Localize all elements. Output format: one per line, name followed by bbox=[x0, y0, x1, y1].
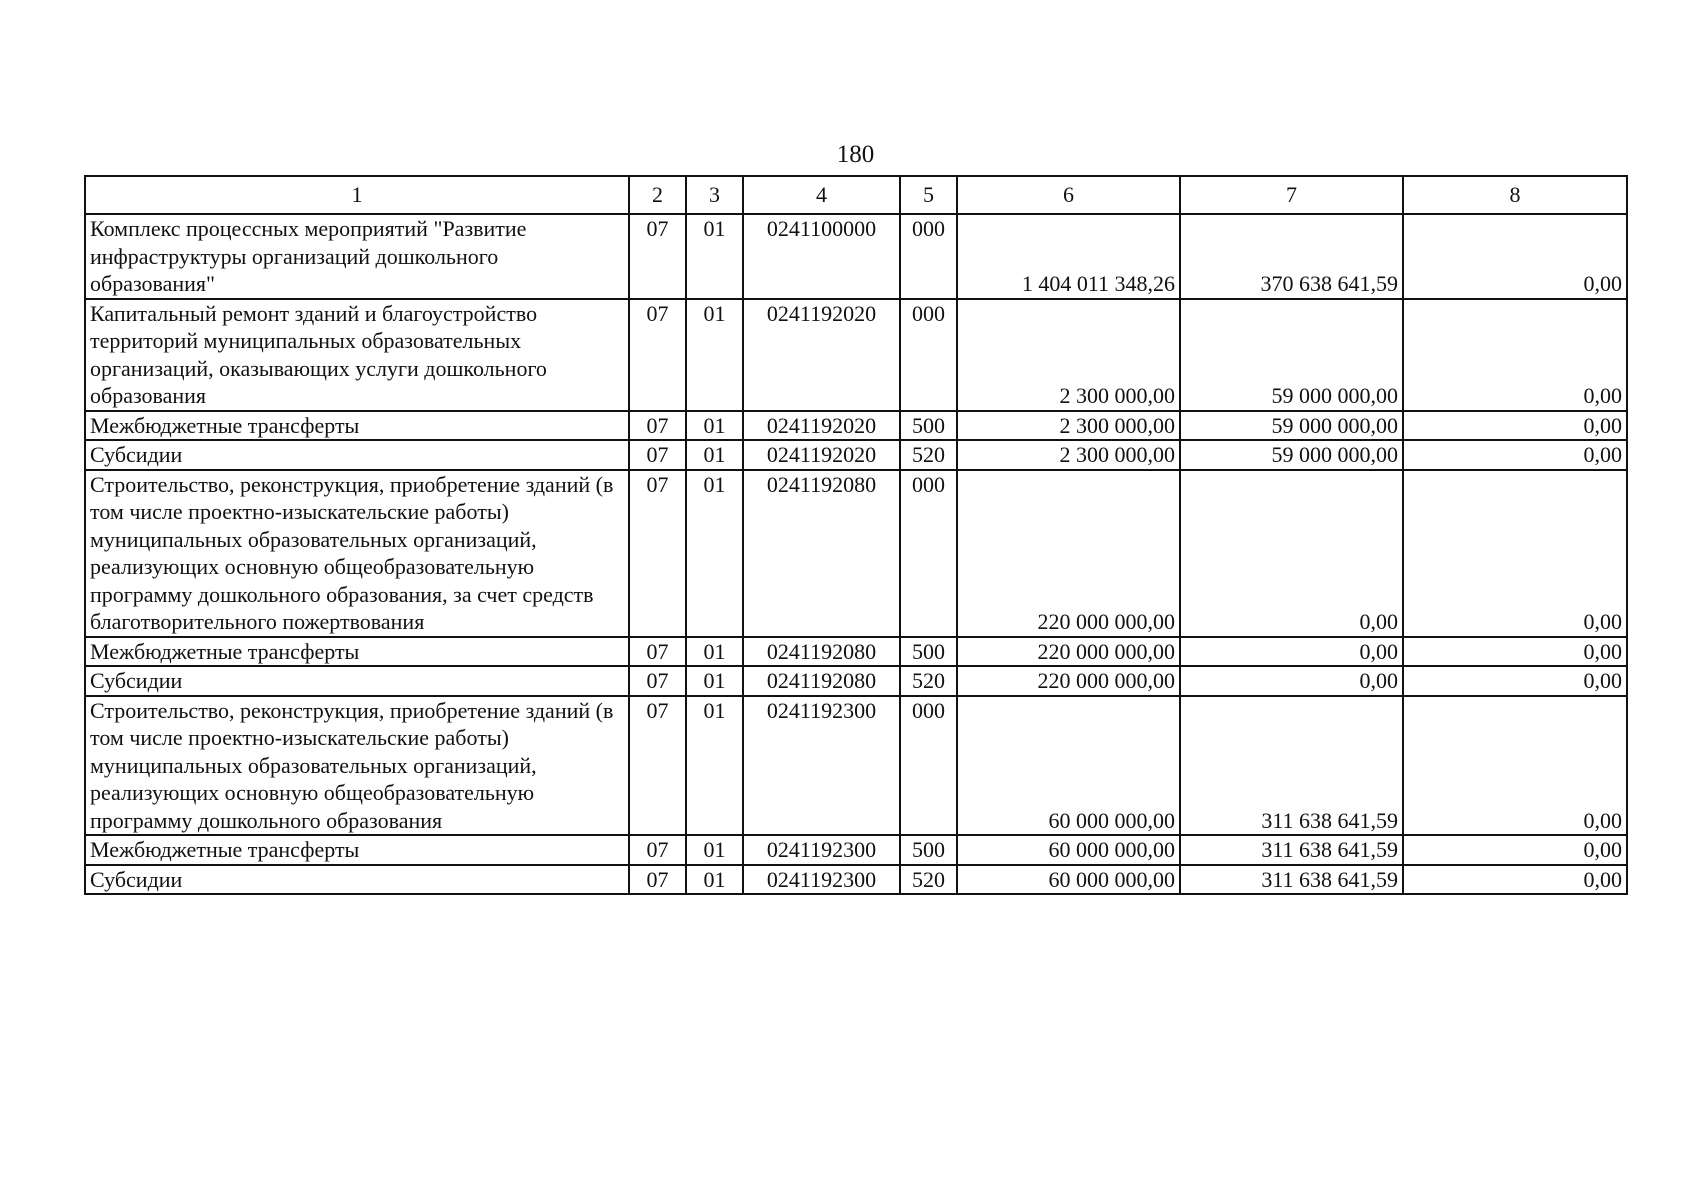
column-header: 8 bbox=[1403, 176, 1627, 214]
amount-col-8: 0,00 bbox=[1403, 696, 1627, 836]
column-header: 1 bbox=[85, 176, 629, 214]
amount-col-7: 59 000 000,00 bbox=[1180, 411, 1403, 441]
amount-col-6: 1 404 011 348,26 bbox=[957, 214, 1180, 299]
amount-col-7: 370 638 641,59 bbox=[1180, 214, 1403, 299]
amount-col-6: 220 000 000,00 bbox=[957, 637, 1180, 667]
budget-table bbox=[84, 175, 1628, 895]
expense-type-code: 520 bbox=[900, 666, 957, 696]
section-code: 07 bbox=[629, 835, 686, 865]
target-article-code: 0241192300 bbox=[743, 696, 900, 836]
target-article-code: 0241192080 bbox=[743, 637, 900, 667]
table-row bbox=[85, 411, 1627, 441]
amount-col-8: 0,00 bbox=[1403, 440, 1627, 470]
subsection-code: 01 bbox=[686, 440, 743, 470]
target-article-code: 0241192300 bbox=[743, 865, 900, 895]
section-code: 07 bbox=[629, 865, 686, 895]
amount-col-7: 311 638 641,59 bbox=[1180, 835, 1403, 865]
amount-col-6: 220 000 000,00 bbox=[957, 666, 1180, 696]
table-row bbox=[85, 470, 1627, 637]
amount-col-7: 59 000 000,00 bbox=[1180, 440, 1403, 470]
expense-type-code: 000 bbox=[900, 470, 957, 637]
item-name: Субсидии bbox=[85, 666, 629, 696]
item-name: Субсидии bbox=[85, 440, 629, 470]
column-header: 7 bbox=[1180, 176, 1403, 214]
amount-col-8: 0,00 bbox=[1403, 835, 1627, 865]
amount-col-7: 0,00 bbox=[1180, 666, 1403, 696]
amount-col-8: 0,00 bbox=[1403, 637, 1627, 667]
item-name: Межбюджетные трансферты bbox=[85, 835, 629, 865]
amount-col-8: 0,00 bbox=[1403, 299, 1627, 411]
item-name: Строительство, реконструкция, приобретение зданий (в том числе проектно-изыскательские работы) муниципальных образовательных организаций, реализующих основную общеобразовательную программу дошкольного образования bbox=[85, 696, 629, 836]
table-row bbox=[85, 440, 1627, 470]
section-code: 07 bbox=[629, 637, 686, 667]
amount-col-7: 0,00 bbox=[1180, 470, 1403, 637]
section-code: 07 bbox=[629, 696, 686, 836]
table-row bbox=[85, 865, 1627, 895]
section-code: 07 bbox=[629, 299, 686, 411]
amount-col-7: 59 000 000,00 bbox=[1180, 299, 1403, 411]
column-header: 2 bbox=[629, 176, 686, 214]
item-name: Комплекс процессных мероприятий "Развитие инфраструктуры организаций дошкольного образования" bbox=[85, 214, 629, 299]
amount-col-8: 0,00 bbox=[1403, 470, 1627, 637]
amount-col-6: 60 000 000,00 bbox=[957, 835, 1180, 865]
amount-col-8: 0,00 bbox=[1403, 411, 1627, 441]
subsection-code: 01 bbox=[686, 696, 743, 836]
item-name: Межбюджетные трансферты bbox=[85, 637, 629, 667]
subsection-code: 01 bbox=[686, 835, 743, 865]
amount-col-6: 2 300 000,00 bbox=[957, 411, 1180, 441]
item-name: Межбюджетные трансферты bbox=[85, 411, 629, 441]
subsection-code: 01 bbox=[686, 299, 743, 411]
section-code: 07 bbox=[629, 666, 686, 696]
section-code: 07 bbox=[629, 411, 686, 441]
section-code: 07 bbox=[629, 470, 686, 637]
subsection-code: 01 bbox=[686, 865, 743, 895]
amount-col-6: 60 000 000,00 bbox=[957, 865, 1180, 895]
amount-col-6: 220 000 000,00 bbox=[957, 470, 1180, 637]
page-number: 180 bbox=[836, 141, 875, 168]
amount-col-7: 311 638 641,59 bbox=[1180, 696, 1403, 836]
subsection-code: 01 bbox=[686, 411, 743, 441]
expense-type-code: 000 bbox=[900, 214, 957, 299]
target-article-code: 0241192020 bbox=[743, 411, 900, 441]
expense-type-code: 500 bbox=[900, 637, 957, 667]
amount-col-6: 60 000 000,00 bbox=[957, 696, 1180, 836]
subsection-code: 01 bbox=[686, 666, 743, 696]
column-header: 6 bbox=[957, 176, 1180, 214]
amount-col-7: 311 638 641,59 bbox=[1180, 865, 1403, 895]
amount-col-8: 0,00 bbox=[1403, 865, 1627, 895]
section-code: 07 bbox=[629, 440, 686, 470]
target-article-code: 0241192080 bbox=[743, 470, 900, 637]
amount-col-8: 0,00 bbox=[1403, 666, 1627, 696]
column-header: 5 bbox=[900, 176, 957, 214]
expense-type-code: 000 bbox=[900, 696, 957, 836]
table-row bbox=[85, 666, 1627, 696]
amount-col-6: 2 300 000,00 bbox=[957, 440, 1180, 470]
expense-type-code: 000 bbox=[900, 299, 957, 411]
table-row bbox=[85, 299, 1627, 411]
subsection-code: 01 bbox=[686, 214, 743, 299]
target-article-code: 0241192020 bbox=[743, 440, 900, 470]
amount-col-7: 0,00 bbox=[1180, 637, 1403, 667]
item-name: Капитальный ремонт зданий и благоустройство территорий муниципальных образовательных организаций, оказывающих услуги дошкольного образования bbox=[85, 299, 629, 411]
section-code: 07 bbox=[629, 214, 686, 299]
target-article-code: 0241192080 bbox=[743, 666, 900, 696]
column-header: 3 bbox=[686, 176, 743, 214]
expense-type-code: 520 bbox=[900, 440, 957, 470]
item-name: Субсидии bbox=[85, 865, 629, 895]
table-row bbox=[85, 637, 1627, 667]
target-article-code: 0241192020 bbox=[743, 299, 900, 411]
expense-type-code: 500 bbox=[900, 411, 957, 441]
expense-type-code: 500 bbox=[900, 835, 957, 865]
table-row bbox=[85, 835, 1627, 865]
subsection-code: 01 bbox=[686, 637, 743, 667]
table-row bbox=[85, 696, 1627, 836]
table-body bbox=[85, 214, 1627, 894]
table-row bbox=[85, 214, 1627, 299]
subsection-code: 01 bbox=[686, 470, 743, 637]
item-name: Строительство, реконструкция, приобретение зданий (в том числе проектно-изыскательские работы) муниципальных образовательных организаций, реализующих основную общеобразовательную программу дошкольного образования, за счет средств благотворительного пожертвования bbox=[85, 470, 629, 637]
header-row bbox=[85, 176, 1627, 214]
amount-col-8: 0,00 bbox=[1403, 214, 1627, 299]
amount-col-6: 2 300 000,00 bbox=[957, 299, 1180, 411]
expense-type-code: 520 bbox=[900, 865, 957, 895]
target-article-code: 0241100000 bbox=[743, 214, 900, 299]
target-article-code: 0241192300 bbox=[743, 835, 900, 865]
column-header: 4 bbox=[743, 176, 900, 214]
